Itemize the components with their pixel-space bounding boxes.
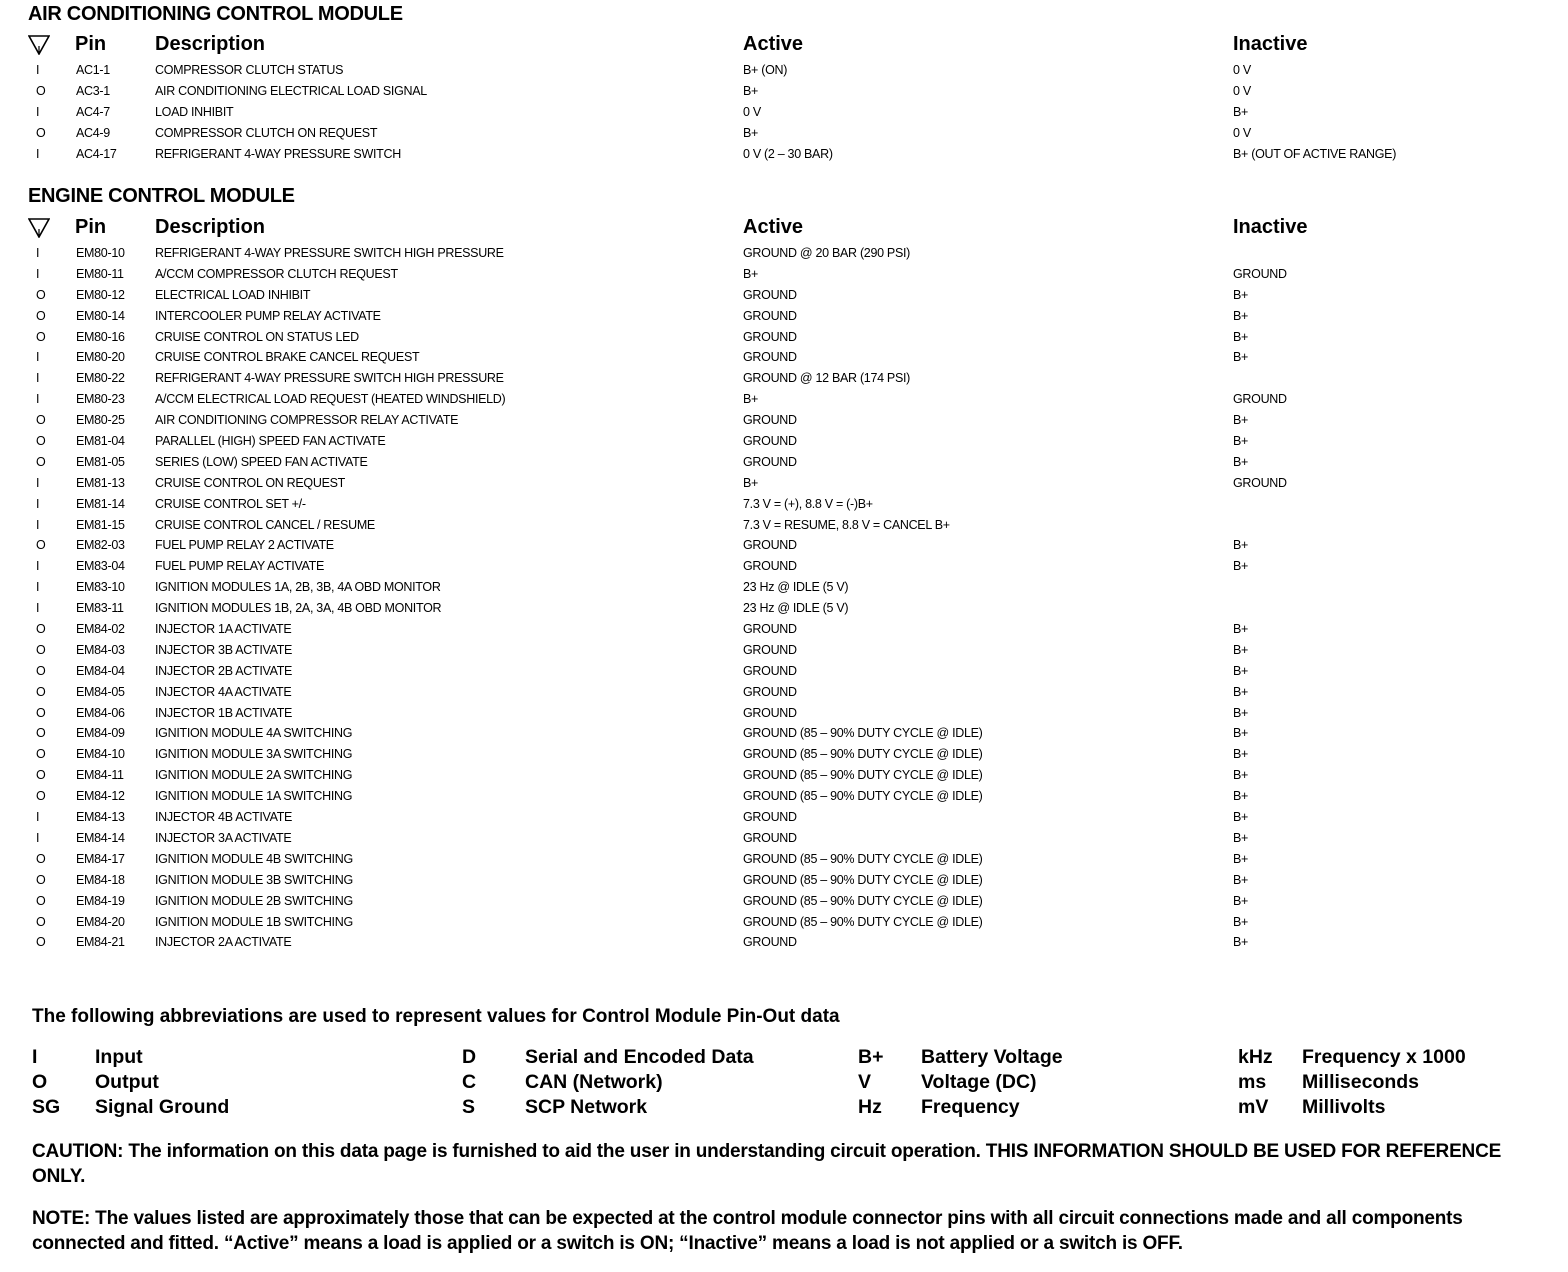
io-cell: O	[36, 622, 46, 637]
active-cell: GROUND (85 – 90% DUTY CYCLE @ IDLE)	[743, 726, 983, 741]
pin-cell: EM82-03	[76, 538, 125, 553]
abbreviation-meaning: Signal Ground	[95, 1096, 230, 1118]
inactive-cell: B+	[1233, 308, 1249, 323]
active-cell: B+	[743, 266, 759, 281]
description-cell: IGNITION MODULE 1B SWITCHING	[155, 914, 353, 929]
description-cell: INJECTOR 4B ACTIVATE	[155, 810, 293, 825]
io-cell: O	[36, 851, 46, 866]
pin-cell: EM84-14	[76, 830, 125, 845]
io-cell: I	[36, 559, 40, 574]
description-cell: CRUISE CONTROL ON STATUS LED	[155, 329, 359, 344]
inactive-cell: B+	[1233, 684, 1249, 699]
inactive-cell: 0 V	[1233, 83, 1251, 98]
io-cell: I	[36, 580, 40, 595]
pin-cell: EM81-13	[76, 475, 125, 490]
active-cell: GROUND	[743, 622, 797, 637]
active-cell: B+ (ON)	[743, 63, 788, 77]
pin-cell: EM81-05	[76, 454, 125, 469]
abbreviation-meaning: SCP Network	[525, 1096, 648, 1118]
description-cell: INJECTOR 4A ACTIVATE	[155, 684, 292, 699]
inactive-cell: B+	[1233, 768, 1249, 783]
io-cell: I	[36, 266, 40, 281]
active-cell: GROUND	[743, 308, 797, 323]
ecm-header-inactive: Inactive	[1233, 216, 1308, 238]
pin-cell: EM84-19	[76, 893, 125, 908]
inactive-cell: B+	[1233, 663, 1249, 678]
description-cell: ELECTRICAL LOAD INHIBIT	[155, 287, 311, 302]
active-cell: GROUND (85 – 90% DUTY CYCLE @ IDLE)	[743, 851, 983, 866]
description-cell: IGNITION MODULE 1A SWITCHING	[155, 789, 353, 804]
io-cell: I	[36, 392, 40, 407]
pin-cell: EM80-25	[76, 413, 125, 428]
acm-header-inactive: Inactive	[1233, 33, 1308, 55]
description-cell: A/CCM ELECTRICAL LOAD REQUEST (HEATED WINDSHIELD)	[155, 392, 506, 407]
inactive-cell: B+	[1233, 104, 1249, 119]
abbreviation-code: V	[858, 1071, 872, 1093]
active-cell: GROUND	[743, 287, 797, 302]
io-cell: I	[36, 810, 40, 825]
io-cell: O	[36, 434, 46, 449]
active-cell: GROUND (85 – 90% DUTY CYCLE @ IDLE)	[743, 872, 983, 887]
pin-cell: EM81-14	[76, 496, 125, 511]
description-cell: FUEL PUMP RELAY 2 ACTIVATE	[155, 538, 334, 553]
abbreviation-meaning: Voltage (DC)	[921, 1071, 1037, 1093]
io-cell: O	[36, 83, 46, 98]
inactive-cell: B+	[1233, 287, 1249, 302]
pin-cell: EM84-17	[76, 851, 125, 866]
description-cell: AIR CONDITIONING COMPRESSOR RELAY ACTIVATE	[155, 413, 459, 428]
ecm-header-description: Description	[155, 216, 266, 238]
active-cell: GROUND	[743, 935, 797, 950]
table-row	[0, 765, 1540, 786]
active-cell: GROUND	[743, 329, 797, 344]
io-cell: I	[36, 517, 40, 532]
table-row	[0, 473, 1540, 494]
abbreviation-code: SG	[32, 1096, 61, 1118]
table-row	[0, 703, 1540, 724]
io-cell: O	[36, 726, 46, 741]
description-cell: A/CCM COMPRESSOR CLUTCH REQUEST	[155, 266, 398, 281]
table-row	[0, 144, 1540, 165]
io-cell: O	[36, 287, 46, 302]
pin-cell: EM80-11	[76, 266, 124, 281]
io-cell: I	[36, 475, 40, 490]
active-cell: 0 V	[743, 104, 761, 119]
note-text: NOTE: The values listed are approximately those that can be expected at the control module connector pins with all circuit connections made and all components connected and fitted. “Active” means a load is applied or a switch is ON; “Inactive” means a load is not applied or a switch is OFF.	[32, 1208, 1463, 1254]
pin-cell: EM80-12	[76, 287, 125, 302]
table-row	[0, 891, 1540, 912]
inactive-cell: B+ (OUT OF ACTIVE RANGE)	[1233, 146, 1397, 161]
active-cell: GROUND (85 – 90% DUTY CYCLE @ IDLE)	[743, 789, 983, 804]
pin-cell: EM84-11	[76, 768, 124, 783]
pin-cell: EM84-04	[76, 663, 125, 678]
pin-cell: EM83-04	[76, 559, 125, 574]
pin-cell: AC4-9	[76, 125, 110, 140]
table-row	[0, 431, 1540, 452]
inactive-cell: GROUND	[1233, 266, 1287, 281]
abbreviation-meaning: Serial and Encoded Data	[525, 1046, 754, 1068]
inactive-cell: B+	[1233, 705, 1249, 720]
pin-cell: EM84-21	[76, 935, 125, 950]
table-row	[0, 243, 1540, 264]
table-row	[0, 661, 1540, 682]
inactive-cell: B+	[1233, 789, 1249, 804]
active-cell: GROUND (85 – 90% DUTY CYCLE @ IDLE)	[743, 914, 983, 929]
active-cell: B+	[743, 83, 759, 98]
active-cell: 23 Hz @ IDLE (5 V)	[743, 601, 849, 616]
ecm-table-body	[0, 243, 1540, 953]
pin-cell: EM84-06	[76, 705, 125, 720]
acm-header-pin: Pin	[75, 33, 107, 55]
description-cell: INJECTOR 1B ACTIVATE	[155, 705, 293, 720]
inactive-cell: B+	[1233, 434, 1249, 449]
pin-cell: EM83-10	[76, 580, 125, 595]
caution-text: CAUTION: The information on this data page is furnished to aid the user in understanding circuit operation. THIS INFORMATION SHOULD BE USED FOR REFERENCE ONLY.	[32, 1141, 1502, 1187]
active-cell: GROUND (85 – 90% DUTY CYCLE @ IDLE)	[743, 893, 983, 908]
io-direction-triangle-icon	[28, 218, 50, 238]
description-cell: COMPRESSOR CLUTCH STATUS	[155, 63, 344, 77]
description-cell: REFRIGERANT 4-WAY PRESSURE SWITCH HIGH PRESSURE	[155, 246, 504, 260]
description-cell: AIR CONDITIONING ELECTRICAL LOAD SIGNAL	[155, 83, 427, 98]
acm-header-description: Description	[155, 33, 266, 55]
table-row	[0, 807, 1540, 828]
description-cell: LOAD INHIBIT	[155, 104, 234, 119]
table-row	[0, 598, 1540, 619]
active-cell: 7.3 V = (+), 8.8 V = (-)B+	[743, 496, 873, 511]
description-cell: IGNITION MODULES 1B, 2A, 3A, 4B OBD MONITOR	[155, 601, 442, 616]
active-cell: B+	[743, 125, 759, 140]
description-cell: CRUISE CONTROL CANCEL / RESUME	[155, 517, 375, 532]
table-row	[0, 285, 1540, 306]
active-cell: GROUND	[743, 830, 797, 845]
abbreviation-meaning: CAN (Network)	[525, 1071, 663, 1093]
io-cell: I	[36, 104, 40, 119]
inactive-cell: 0 V	[1233, 125, 1251, 140]
table-row	[0, 123, 1540, 144]
table-row	[0, 515, 1540, 536]
table-row	[0, 849, 1540, 870]
active-cell: GROUND	[743, 434, 797, 449]
io-cell: I	[36, 830, 40, 845]
table-row	[0, 60, 1540, 81]
table-row	[0, 870, 1540, 891]
active-cell: 7.3 V = RESUME, 8.8 V = CANCEL B+	[743, 517, 950, 532]
inactive-cell: B+	[1233, 622, 1249, 637]
description-cell: IGNITION MODULES 1A, 2B, 3B, 4A OBD MONITOR	[155, 580, 441, 595]
active-cell: GROUND	[743, 538, 797, 553]
inactive-cell: B+	[1233, 538, 1249, 553]
active-cell: 23 Hz @ IDLE (5 V)	[743, 580, 849, 595]
description-cell: IGNITION MODULE 3B SWITCHING	[155, 872, 353, 887]
inactive-cell: B+	[1233, 830, 1249, 845]
pin-cell: EM84-13	[76, 810, 125, 825]
io-cell: I	[36, 371, 40, 386]
pin-cell: EM84-10	[76, 747, 125, 762]
io-cell: O	[36, 329, 46, 344]
ecm-header-pin: Pin	[75, 216, 107, 238]
abbreviation-row	[0, 1096, 1540, 1121]
description-cell: INJECTOR 3A ACTIVATE	[155, 830, 292, 845]
description-cell: INJECTOR 2B ACTIVATE	[155, 663, 293, 678]
pin-cell: EM80-16	[76, 329, 125, 344]
inactive-cell: B+	[1233, 893, 1249, 908]
table-row	[0, 556, 1540, 577]
active-cell: GROUND (85 – 90% DUTY CYCLE @ IDLE)	[743, 747, 983, 762]
active-cell: B+	[743, 475, 759, 490]
active-cell: GROUND	[743, 705, 797, 720]
abbreviation-meaning: Battery Voltage	[921, 1046, 1063, 1068]
io-cell: O	[36, 914, 46, 929]
ecm-section-title: ENGINE CONTROL MODULE	[28, 185, 295, 207]
active-cell: GROUND	[743, 684, 797, 699]
description-cell: PARALLEL (HIGH) SPEED FAN ACTIVATE	[155, 434, 386, 449]
pin-cell: EM84-20	[76, 914, 125, 929]
description-cell: IGNITION MODULE 2B SWITCHING	[155, 893, 353, 908]
abbreviation-code: kHz	[1238, 1046, 1273, 1068]
table-row	[0, 306, 1540, 327]
io-cell: O	[36, 663, 46, 678]
table-row	[0, 389, 1540, 410]
io-cell: I	[36, 601, 40, 616]
acm-section-title: AIR CONDITIONING CONTROL MODULE	[28, 3, 403, 25]
description-cell: CRUISE CONTROL SET +/-	[155, 496, 306, 511]
inactive-cell: B+	[1233, 747, 1249, 762]
table-row	[0, 102, 1540, 123]
pin-cell: EM84-18	[76, 872, 125, 887]
inactive-cell: B+	[1233, 413, 1249, 428]
active-cell: GROUND	[743, 413, 797, 428]
description-cell: CRUISE CONTROL ON REQUEST	[155, 475, 345, 490]
table-row	[0, 410, 1540, 431]
table-row	[0, 452, 1540, 473]
description-cell: INTERCOOLER PUMP RELAY ACTIVATE	[155, 308, 381, 323]
description-cell: CRUISE CONTROL BRAKE CANCEL REQUEST	[155, 350, 420, 365]
description-cell: INJECTOR 3B ACTIVATE	[155, 642, 293, 657]
active-cell: GROUND (85 – 90% DUTY CYCLE @ IDLE)	[743, 768, 983, 783]
table-row	[0, 494, 1540, 515]
table-row	[0, 368, 1540, 389]
active-cell: GROUND	[743, 663, 797, 678]
description-cell: REFRIGERANT 4-WAY PRESSURE SWITCH	[155, 146, 401, 161]
inactive-cell: B+	[1233, 350, 1249, 365]
description-cell: IGNITION MODULE 4A SWITCHING	[155, 726, 353, 741]
table-row	[0, 828, 1540, 849]
pin-cell: AC3-1	[76, 83, 110, 98]
inactive-cell: B+	[1233, 329, 1249, 344]
inactive-cell: B+	[1233, 851, 1249, 866]
abbreviation-meaning: Input	[95, 1046, 143, 1068]
table-row	[0, 81, 1540, 102]
table-row	[0, 347, 1540, 368]
pin-cell: EM84-09	[76, 726, 125, 741]
inactive-cell: B+	[1233, 872, 1249, 887]
pin-cell: EM81-04	[76, 434, 125, 449]
abbreviation-code: S	[462, 1096, 476, 1118]
inactive-cell: GROUND	[1233, 475, 1287, 490]
acm-table-header	[0, 33, 1540, 59]
table-row	[0, 912, 1540, 933]
pin-cell: EM84-03	[76, 642, 125, 657]
abbreviation-code: B+	[858, 1046, 884, 1068]
active-cell: GROUND	[743, 454, 797, 469]
abbreviation-meaning: Output	[95, 1071, 159, 1093]
io-cell: O	[36, 454, 46, 469]
io-cell: O	[36, 893, 46, 908]
io-cell: O	[36, 538, 46, 553]
pin-cell: EM81-15	[76, 517, 125, 532]
io-cell: O	[36, 308, 46, 323]
abbreviation-meaning: Millivolts	[1302, 1096, 1386, 1118]
abbreviation-row	[0, 1071, 1540, 1096]
active-cell: GROUND	[743, 810, 797, 825]
io-cell: O	[36, 705, 46, 720]
pin-cell: EM83-11	[76, 601, 124, 616]
abbreviation-row	[0, 1046, 1540, 1071]
abbreviation-code: D	[462, 1046, 477, 1068]
inactive-cell: B+	[1233, 559, 1249, 574]
table-row	[0, 932, 1540, 953]
table-row	[0, 682, 1540, 703]
description-cell: COMPRESSOR CLUTCH ON REQUEST	[155, 125, 378, 140]
abbreviation-code: mV	[1238, 1096, 1269, 1118]
description-cell: REFRIGERANT 4-WAY PRESSURE SWITCH HIGH PRESSURE	[155, 371, 504, 386]
io-cell: O	[36, 935, 46, 950]
inactive-cell: B+	[1233, 726, 1249, 741]
inactive-cell: B+	[1233, 914, 1249, 929]
description-cell: INJECTOR 1A ACTIVATE	[155, 622, 292, 637]
table-row	[0, 264, 1540, 285]
pin-cell: EM84-05	[76, 684, 125, 699]
description-cell: IGNITION MODULE 4B SWITCHING	[155, 851, 353, 866]
table-row	[0, 327, 1540, 348]
io-cell: I	[36, 350, 40, 365]
inactive-cell: B+	[1233, 810, 1249, 825]
abbreviation-code: Hz	[858, 1096, 882, 1118]
abbreviation-code: ms	[1238, 1071, 1267, 1093]
pin-cell: AC4-7	[76, 104, 110, 119]
abbreviation-code: O	[32, 1071, 48, 1093]
ecm-header-active: Active	[743, 216, 804, 238]
table-row	[0, 744, 1540, 765]
io-cell: I	[36, 146, 40, 161]
description-cell: SERIES (LOW) SPEED FAN ACTIVATE	[155, 454, 368, 469]
pin-cell: EM84-02	[76, 622, 125, 637]
active-cell: GROUND	[743, 642, 797, 657]
io-cell: O	[36, 642, 46, 657]
io-cell: O	[36, 872, 46, 887]
pin-cell: EM80-20	[76, 350, 125, 365]
table-row	[0, 535, 1540, 556]
pin-cell: AC4-17	[76, 146, 117, 161]
io-cell: I	[36, 496, 40, 511]
table-row	[0, 577, 1540, 598]
pin-cell: EM80-10	[76, 246, 125, 260]
inactive-cell: B+	[1233, 935, 1249, 950]
ecm-table-header	[0, 216, 1540, 242]
pin-cell: EM80-14	[76, 308, 125, 323]
active-cell: GROUND	[743, 350, 797, 365]
abbreviations-legend	[0, 1046, 1540, 1121]
table-row	[0, 723, 1540, 744]
io-cell: O	[36, 413, 46, 428]
abbreviation-code: C	[462, 1071, 477, 1093]
io-cell: O	[36, 789, 46, 804]
inactive-cell: B+	[1233, 454, 1249, 469]
abbreviation-code: I	[32, 1046, 38, 1068]
abbreviation-meaning: Frequency x 1000	[1302, 1046, 1466, 1068]
io-cell: O	[36, 768, 46, 783]
active-cell: GROUND	[743, 559, 797, 574]
table-row	[0, 786, 1540, 807]
active-cell: GROUND @ 20 BAR (290 PSI)	[743, 246, 911, 260]
io-direction-triangle-icon	[28, 35, 50, 55]
description-cell: FUEL PUMP RELAY ACTIVATE	[155, 559, 325, 574]
abbreviations-title: The following abbreviations are used to represent values for Control Module Pin-Out data	[32, 1006, 840, 1027]
description-cell: IGNITION MODULE 3A SWITCHING	[155, 747, 353, 762]
active-cell: B+	[743, 392, 759, 407]
active-cell: GROUND @ 12 BAR (174 PSI)	[743, 371, 911, 386]
io-cell: O	[36, 747, 46, 762]
io-cell: I	[36, 63, 40, 77]
abbreviation-meaning: Milliseconds	[1302, 1071, 1420, 1093]
table-row	[0, 619, 1540, 640]
pin-cell: EM84-12	[76, 789, 125, 804]
io-cell: O	[36, 684, 46, 699]
abbreviation-meaning: Frequency	[921, 1096, 1020, 1118]
description-cell: INJECTOR 2A ACTIVATE	[155, 935, 292, 950]
inactive-cell: 0 V	[1233, 63, 1251, 77]
acm-table-body	[0, 60, 1540, 164]
table-row	[0, 640, 1540, 661]
acm-header-active: Active	[743, 33, 804, 55]
pin-cell: AC1-1	[76, 63, 110, 77]
pin-cell: EM80-23	[76, 392, 125, 407]
io-cell: O	[36, 125, 46, 140]
description-cell: IGNITION MODULE 2A SWITCHING	[155, 768, 353, 783]
pin-cell: EM80-22	[76, 371, 125, 386]
inactive-cell: GROUND	[1233, 392, 1287, 407]
io-cell: I	[36, 246, 40, 260]
active-cell: 0 V (2 – 30 BAR)	[743, 146, 833, 161]
inactive-cell: B+	[1233, 642, 1249, 657]
